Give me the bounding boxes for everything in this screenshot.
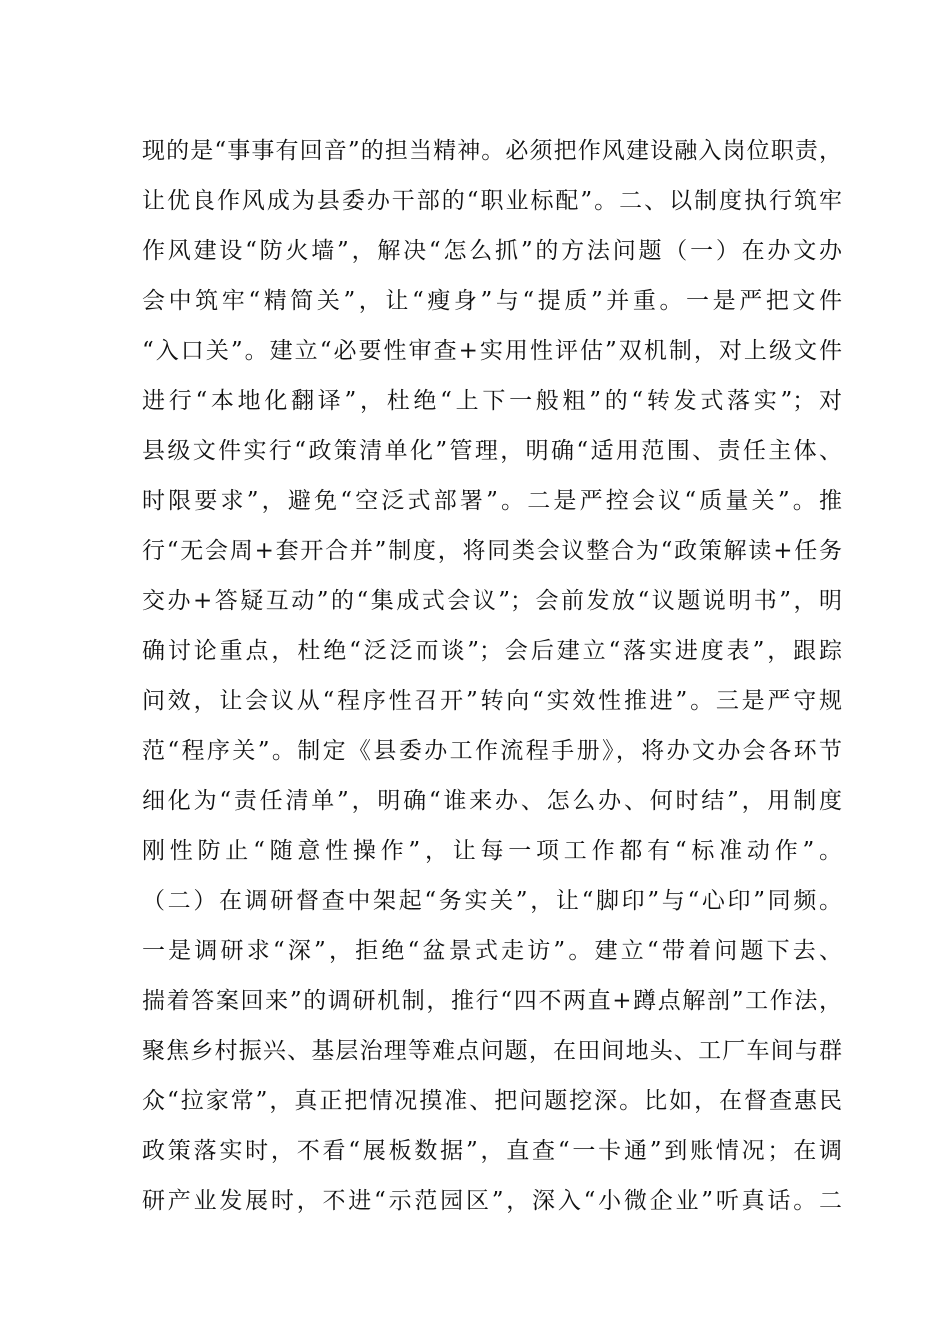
text-line: 县级文件实行“政策清单化”管理，明确“适用范围、责任主体、: [142, 438, 842, 464]
text-line: 众“拉家常”，真正把情况摸准、把问题挖深。比如，在督查惠民: [142, 1088, 842, 1114]
text-line: 作风建设“防火墙”，解决“怎么抓”的方法问题（一）在办文办: [142, 238, 842, 264]
text-line: （二）在调研督查中架起“务实关”，让“脚印”与“心印”同频。: [142, 888, 842, 914]
text-line: 现的是“事事有回音”的担当精神。必须把作风建设融入岗位职责，: [142, 138, 842, 164]
text-line: 时限要求”，避免“空泛式部署”。二是严控会议“质量关”。推: [142, 488, 842, 514]
text-line: 揣着答案回来”的调研机制，推行“四不两直+蹲点解剖”工作法，: [142, 988, 842, 1014]
text-line: 政策落实时，不看“展板数据”，直查“一卡通”到账情况；在调: [142, 1138, 842, 1164]
text-line: 进行“本地化翻译”，杜绝“上下一般粗”的“转发式落实”；对: [142, 388, 842, 414]
text-line: 一是调研求“深”，拒绝“盆景式走访”。建立“带着问题下去、: [142, 938, 842, 964]
text-line: “入口关”。建立“必要性审查+实用性评估”双机制，对上级文件: [142, 338, 842, 364]
text-line: 会中筑牢“精简关”，让“瘦身”与“提质”并重。一是严把文件: [142, 288, 842, 314]
text-line: 行“无会周+套开合并”制度，将同类会议整合为“政策解读+任务: [142, 538, 842, 564]
text-line: 范“程序关”。制定《县委办工作流程手册》，将办文办会各环节: [142, 738, 842, 764]
text-line: 细化为“责任清单”，明确“谁来办、怎么办、何时结”，用制度: [142, 788, 842, 814]
text-line: 刚性防止“随意性操作”，让每一项工作都有“标准动作”。: [142, 838, 842, 864]
text-line: 让优良作风成为县委办干部的“职业标配”。二、以制度执行筑牢: [142, 188, 842, 214]
body-text: [142, 126, 842, 1226]
text-line: 问效，让会议从“程序性召开”转向“实效性推进”。三是严守规: [142, 688, 842, 714]
text-line: 研产业发展时，不进“示范园区”，深入“小微企业”听真话。二: [142, 1188, 842, 1214]
text-line: 交办+答疑互动”的“集成式会议”；会前发放“议题说明书”，明: [142, 588, 842, 614]
text-line: 确讨论重点，杜绝“泛泛而谈”；会后建立“落实进度表”，跟踪: [142, 638, 842, 664]
text-line: 聚焦乡村振兴、基层治理等难点问题，在田间地头、工厂车间与群: [142, 1038, 842, 1064]
